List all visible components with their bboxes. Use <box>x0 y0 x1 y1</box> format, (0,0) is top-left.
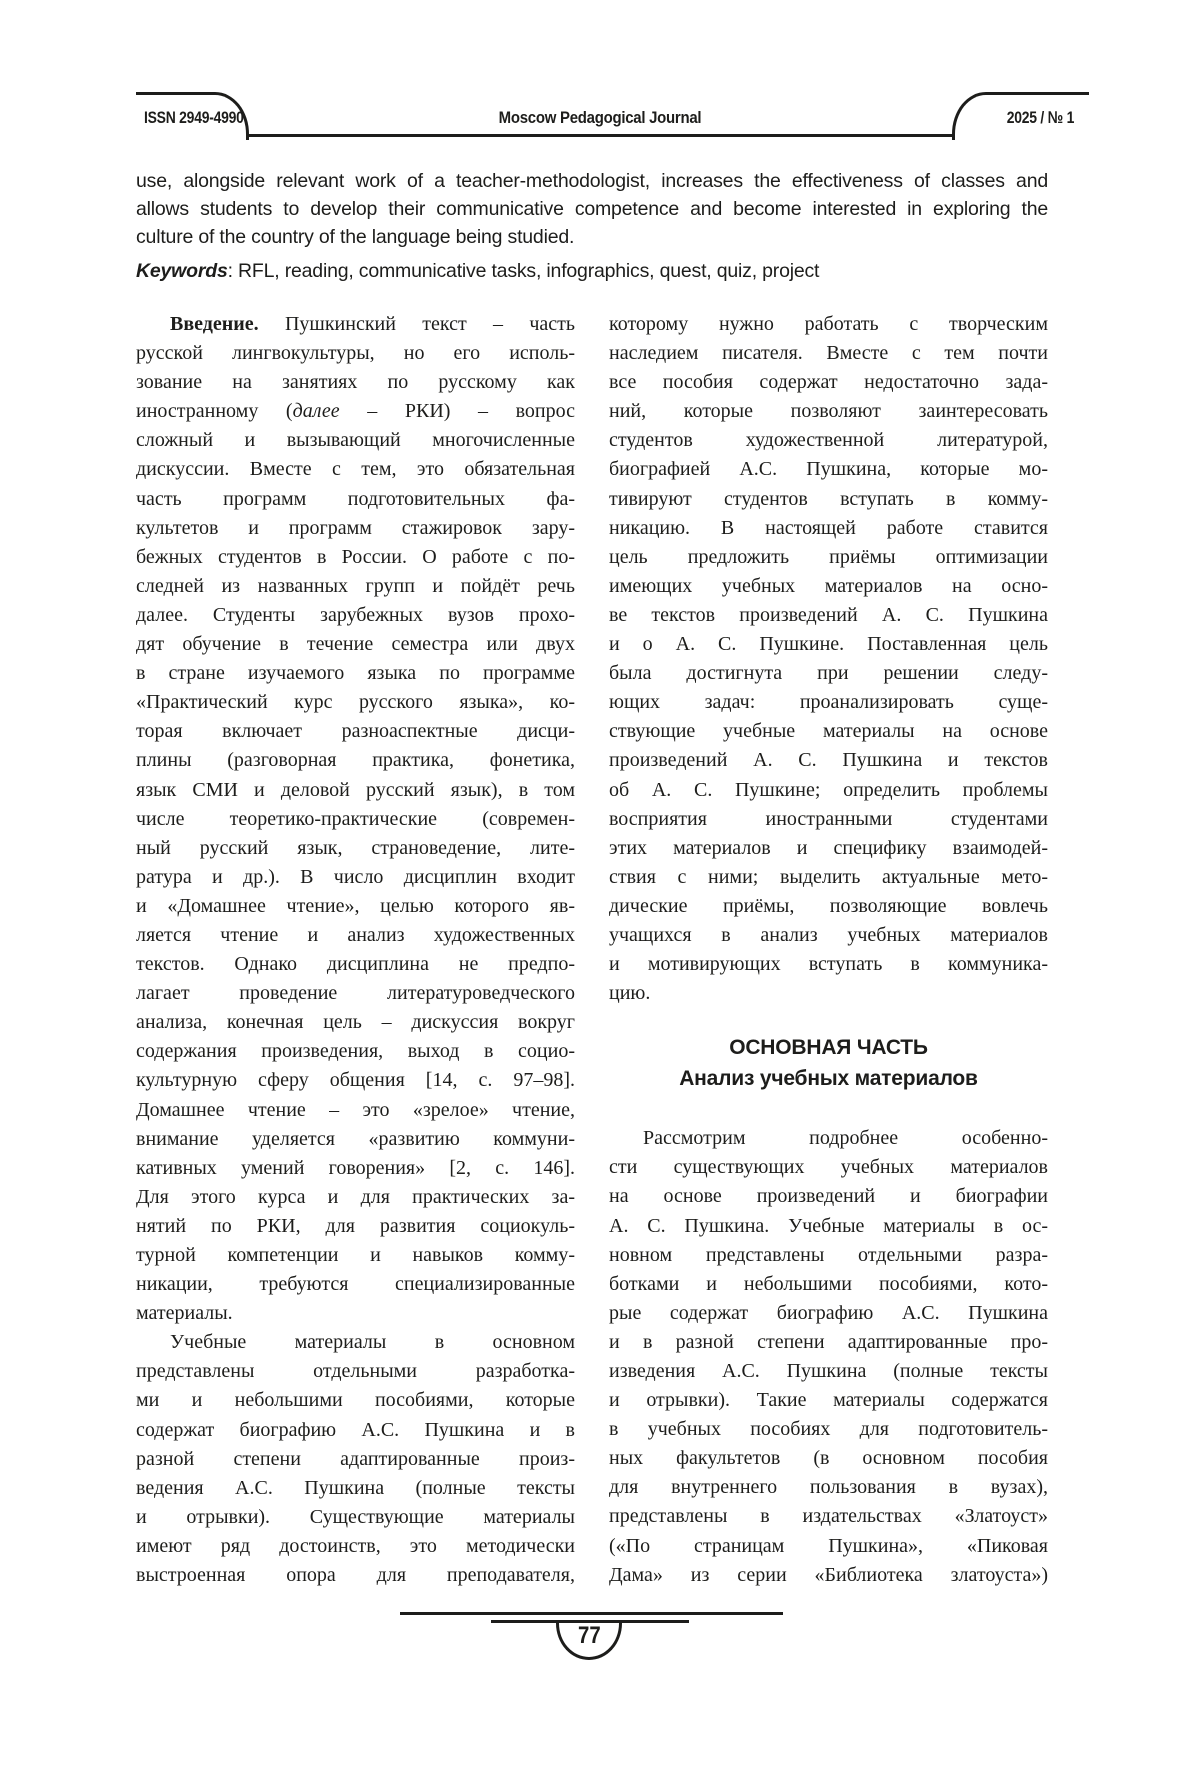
text: – РКИ) – вопрос <box>339 400 575 423</box>
text: Пушкинский текст – часть <box>258 313 575 335</box>
text-line: тивируют студентов вступать в комму- <box>609 487 1048 510</box>
right-column <box>609 310 1048 1590</box>
text-line: рые содержат биографию А.С. Пушкина <box>609 1301 1048 1324</box>
text-line <box>136 397 575 426</box>
text-line: сложный и вызывающий многочисленные <box>136 429 575 452</box>
text-line: представлены в издательствах «Златоуст» <box>609 1505 1048 1528</box>
article-body <box>136 310 1048 1590</box>
text-line: была достигнута при решении следу- <box>609 662 1048 685</box>
text-line: произведений А. С. Пушкина и текстов <box>609 749 1048 772</box>
text-line: ляется чтение и анализ художественных <box>136 923 575 946</box>
text-line: в стране изучаемого языка по программе <box>136 662 575 685</box>
text-line: наследием писателя. Вместе с тем почти <box>609 342 1048 365</box>
section-heading-line: Анализ учебных материалов <box>679 1067 978 1091</box>
text-line: use, alongside relevant work of a teacher-methodologist, increases the effectiveness of classes and <box>136 170 1048 192</box>
text-line: разной степени адаптированные произ- <box>136 1447 575 1470</box>
text-line: для внутреннего пользования в вузах), <box>609 1476 1048 1499</box>
header-middle-rule <box>246 134 952 137</box>
text-line: ствия с ними; выделить актуальные мето- <box>609 865 1048 888</box>
text-line: новном представлены отдельными разра- <box>609 1243 1048 1266</box>
text-line: ве текстов произведений А. С. Пушкина <box>609 603 1048 626</box>
text-line: Рассмотрим подробнее особенно- <box>643 1127 1048 1150</box>
text-line: язык СМИ и деловой русский язык), в том <box>136 778 575 801</box>
text-line: и отрывки). Существующие материалы <box>136 1505 575 1528</box>
text-line: ствующие учебные материалы на основе <box>609 720 1048 743</box>
text-line: бежных студентов в России. О работе с по- <box>136 545 575 568</box>
text-line: ботками и небольшими пособиями, кото- <box>609 1272 1048 1295</box>
text-line: Дама» из серии «Библиотека златоуста») <box>609 1563 1048 1586</box>
text-line: culture of the country of the language being studied. <box>136 226 575 248</box>
text-line: следней из названных групп и пойдёт речь <box>136 574 575 597</box>
text-line: сти существующих учебных материалов <box>609 1156 1048 1179</box>
text-line: имеющих учебных материалов на осно- <box>609 574 1048 597</box>
text-line: А. С. Пушкина. Учебные материалы в ос- <box>609 1214 1048 1237</box>
text-line: ных факультетов (в основном пособия <box>609 1447 1048 1470</box>
styled-text: Keywords <box>136 260 228 282</box>
text-line: русской лингвокультуры, но его исполь- <box>136 342 575 365</box>
text-line: нятий по РКИ, для развития социокуль- <box>136 1214 575 1237</box>
text-line: материалы. <box>136 1302 233 1325</box>
text-line: и «Домашнее чтение», целью которого яв- <box>136 894 575 917</box>
text-line: восприятия иностранными студентами <box>609 807 1048 830</box>
footer-rule-long <box>400 1612 783 1615</box>
page-number: 77 <box>577 1622 601 1649</box>
text-line: Домашнее чтение – это «зрелое» чтение, <box>136 1098 575 1121</box>
text-line: дискуссии. Вместе с тем, это обязательная <box>136 458 575 481</box>
text-line: представлены отдельными разработка- <box>136 1360 575 1383</box>
text-line: никации, требуются специализированные <box>136 1273 575 1296</box>
left-column <box>136 310 575 1590</box>
text-line: Учебные материалы в основном <box>170 1331 575 1354</box>
issue-label: 2025 / № 1 <box>1006 108 1074 127</box>
text-line: цель предложить приёмы оптимизации <box>609 545 1048 568</box>
text-line: ный русский язык, страноведение, лите- <box>136 836 575 859</box>
text-line: торая включает разноаспектные дисци- <box>136 720 575 743</box>
text-line: ющих задач: проанализировать суще- <box>609 691 1048 714</box>
text: : RFL, reading, communicative tasks, infographics, quest, quiz, project <box>227 260 820 282</box>
text-line: выстроенная опора для преподавателя, <box>136 1564 575 1587</box>
text-line: ний, которые позволяют заинтересовать <box>609 400 1048 423</box>
text-line: культурную сферу общения [14, с. 97–98]. <box>136 1069 575 1092</box>
page-footer <box>0 1610 1200 1710</box>
text-line: турной компетенции и навыков комму- <box>136 1244 575 1266</box>
text-line: все пособия содержат недостаточно зада- <box>609 371 1048 394</box>
front-matter <box>136 167 1048 286</box>
text-line: зование на занятиях по русскому как <box>136 371 575 394</box>
text-line: ратура и др.). В число дисциплин входит <box>136 865 575 888</box>
text-line: содержат биографию А.С. Пушкина и в <box>136 1418 575 1441</box>
text-line: имеют ряд достоинств, это методически <box>136 1534 575 1557</box>
text-line: студентов художественной литературой, <box>609 429 1048 452</box>
keywords-line <box>136 256 1048 286</box>
styled-text: далее <box>292 400 340 423</box>
text-line: ведения А.С. Пушкина (полные тексты <box>136 1476 575 1499</box>
text-line: которому нужно работать с творческим <box>609 313 1048 335</box>
text-line: и мотивирующих вступать в коммуника- <box>609 953 1048 976</box>
text-line: биографией А.С. Пушкина, которые мо- <box>609 458 1048 481</box>
text: иностранному ( <box>136 400 293 423</box>
text-line: цию. <box>609 982 651 1005</box>
text-line: («По страницам Пушкина», «Пиковая <box>609 1534 1048 1557</box>
journal-title: Moscow Pedagogical Journal <box>498 108 702 127</box>
section-heading-line: ОСНОВНАЯ ЧАСТЬ <box>729 1036 928 1060</box>
text-line: об А. С. Пушкине; определить проблемы <box>609 778 1048 801</box>
text-line: allows students to develop their communicative competence and become interested in exploring the <box>136 198 1048 220</box>
text-line: внимание уделяется «развитию коммуни- <box>136 1127 575 1150</box>
text-line: кативных умений говорения» [2, с. 146]. <box>136 1156 575 1179</box>
abstract-text <box>136 167 1048 251</box>
page-number-arc <box>556 1623 622 1660</box>
text-line: текстов. Однако дисциплина не предпо- <box>136 953 575 976</box>
text-line: учащихся в анализ учебных материалов <box>609 923 1048 946</box>
text-line: «Практический курс русского языка», ко- <box>136 691 575 714</box>
text-line: анализа, конечная цель – дискуссия вокруг <box>136 1011 575 1034</box>
text-line: дят обучение в течение семестра или двух <box>136 633 575 656</box>
text-line: далее. Студенты зарубежных вузов прохо- <box>136 603 575 626</box>
text-line: на основе произведений и биографии <box>609 1185 1048 1208</box>
text-line: в учебных пособиях для подготовитель- <box>609 1418 1048 1441</box>
text-line: содержания произведения, выход в социо- <box>136 1040 575 1063</box>
text-line: этих материалов и специфику взаимодей- <box>609 836 1048 859</box>
issn-label: ISSN 2949-4990 <box>144 108 244 127</box>
text-line: и отрывки). Такие материалы содержатся <box>609 1389 1048 1412</box>
text-line: ми и небольшими пособиями, которые <box>136 1389 575 1412</box>
text-line: плины (разговорная практика, фонетика, <box>136 749 575 772</box>
text-line: лагает проведение литературоведческого <box>136 982 575 1005</box>
text-line: числе теоретико-практические (современ- <box>136 807 575 830</box>
text-line: культетов и программ стажировок зару- <box>136 516 575 539</box>
text-line: дические приёмы, позволяющие вовлечь <box>609 894 1048 917</box>
text-line: изведения А.С. Пушкина (полные тексты <box>609 1360 1048 1382</box>
text-line: часть программ подготовительных фа- <box>136 487 575 510</box>
text-line <box>136 310 575 339</box>
styled-text: Введение. <box>170 313 259 335</box>
text-line: и о А. С. Пушкине. Поставленная цель <box>609 633 1048 656</box>
text-line: и в разной степени адаптированные про- <box>609 1330 1048 1353</box>
text-line: никацию. В настоящей работе ставится <box>609 516 1048 539</box>
text-line: Для этого курса и для практических за- <box>136 1185 575 1208</box>
